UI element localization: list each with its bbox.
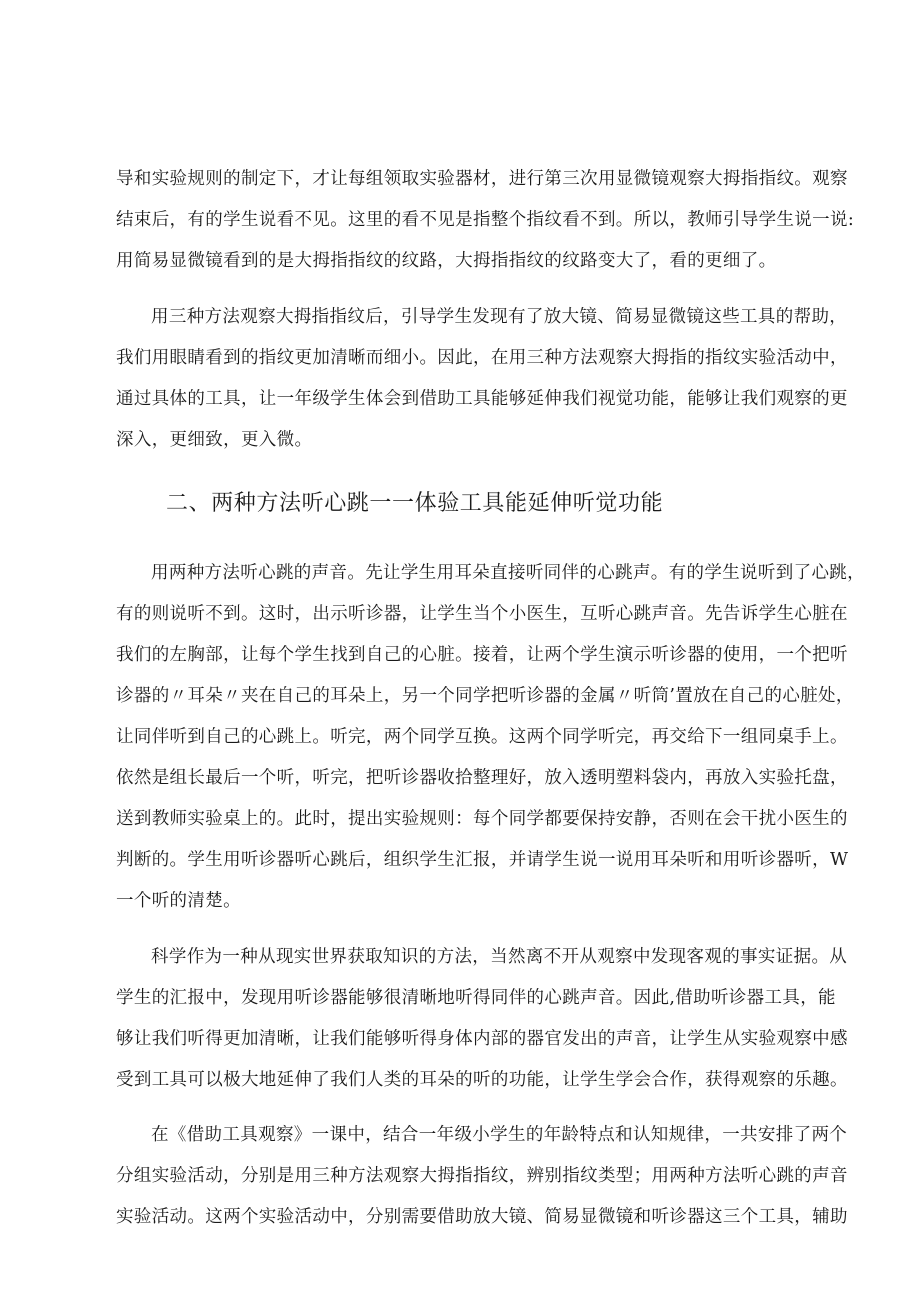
paragraph-5-line-2: 分组实验活动，分别是用三种方法观察大拇指指纹，辨别指纹类型；用两种方法听心跳的声音 [116,1166,848,1186]
paragraph-3-line-3: 我们的左胸部，让每个学生找到自己的心脏。接着，让两个学生演示听诊器的使用，一个把听 [116,645,848,665]
paragraph-4-line-2: 学生的汇报中，发现用听诊器能够很清晰地听得同伴的心跳声音。因此,借助听诊器工具，能 [116,988,836,1008]
paragraph-2-line-4: 深入，更细致，更入微。 [116,430,313,450]
section-heading: 二、两种方法听心跳一一体验工具能延伸听觉功能 [166,491,664,516]
paragraph-4-line-1: 科学作为一种从现实世界获取知识的方法，当然离不开从观察中发现客观的事实证据。从 [151,947,848,967]
paragraph-3-line-6: 依然是组长最后一个听，听完，把听诊器收拾整理好，放入透明塑料袋内，再放入实验托盘， [116,768,848,788]
paragraph-4-line-4: 受到工具可以极大地延伸了我们人类的耳朵的听的功能，让学生学会合作，获得观察的乐趣。 [116,1070,848,1090]
paragraph-1-line-1: 导和实验规则的制定下，才让每组领取实验器材，进行第三次用显微镜观察大拇指指纹。观察 [116,169,848,189]
paragraph-3-line-9: 一个听的清楚。 [116,891,241,911]
paragraph-2-line-1: 用三种方法观察大拇指指纹后，引导学生发现有了放大镜、简易显微镜这些工具的帮助， [151,307,848,327]
paragraph-3-line-2: 有的则说听不到。这时，出示听诊器，让学生当个小医生，互听心跳声音。先告诉学生心脏在 [116,604,848,624]
paragraph-3-line-4: 诊器的〃耳朵〃夹在自己的耳朵上，另一个同学把听诊器的金属〃听筒’置放在自己的心脏处， [116,686,854,706]
paragraph-2-line-3: 通过具体的工具，让一年级学生体会到借助工具能够延伸我们视觉功能，能够让我们观察的更 [116,389,848,409]
paragraph-3-line-8: 判断的。学生用听诊器听心跳后，组织学生汇报，并请学生说一说用耳朵听和用听诊器听，W [116,850,849,870]
paragraph-3-line-5: 让同伴听到自己的心跳上。听完，两个同学互换。这两个同学听完，再交给下一组同桌手上。 [116,727,848,747]
paragraph-1-line-2: 结束后，有的学生说看不见。这里的看不见是指整个指纹看不到。所以，教师引导学生说一说: [116,210,855,230]
paragraph-5-line-1: 在《借助工具观察》一课中，结合一年级小学生的年龄特点和认知规律，一共安排了两个 [151,1125,848,1145]
paragraph-4-line-3: 够让我们听得更加清晰，让我们能够听得身体内部的器官发出的声音，让学生从实验观察中感 [116,1029,848,1049]
paragraph-5-line-3: 实验活动。这两个实验活动中，分别需要借助放大镜、简易显微镜和听诊器这三个工具，辅助 [116,1207,848,1227]
paragraph-2-line-2: 我们用眼睛看到的指纹更加清晰而细小。因此，在用三种方法观察大拇指的指纹实验活动中， [116,348,848,368]
paragraph-3-line-1: 用两种方法听心跳的声音。先让学生用耳朵直接听同伴的心跳声。有的学生说听到了心跳， [151,563,865,583]
paragraph-3-line-7: 送到教师实验桌上的。此时，提出实验规则：每个同学都要保持安静，否则在会干扰小医生的 [116,809,848,829]
paragraph-1-line-3: 用简易显微镜看到的是大拇指指纹的纹路，大拇指指纹的纹路变大了，看的更细了。 [116,251,777,271]
